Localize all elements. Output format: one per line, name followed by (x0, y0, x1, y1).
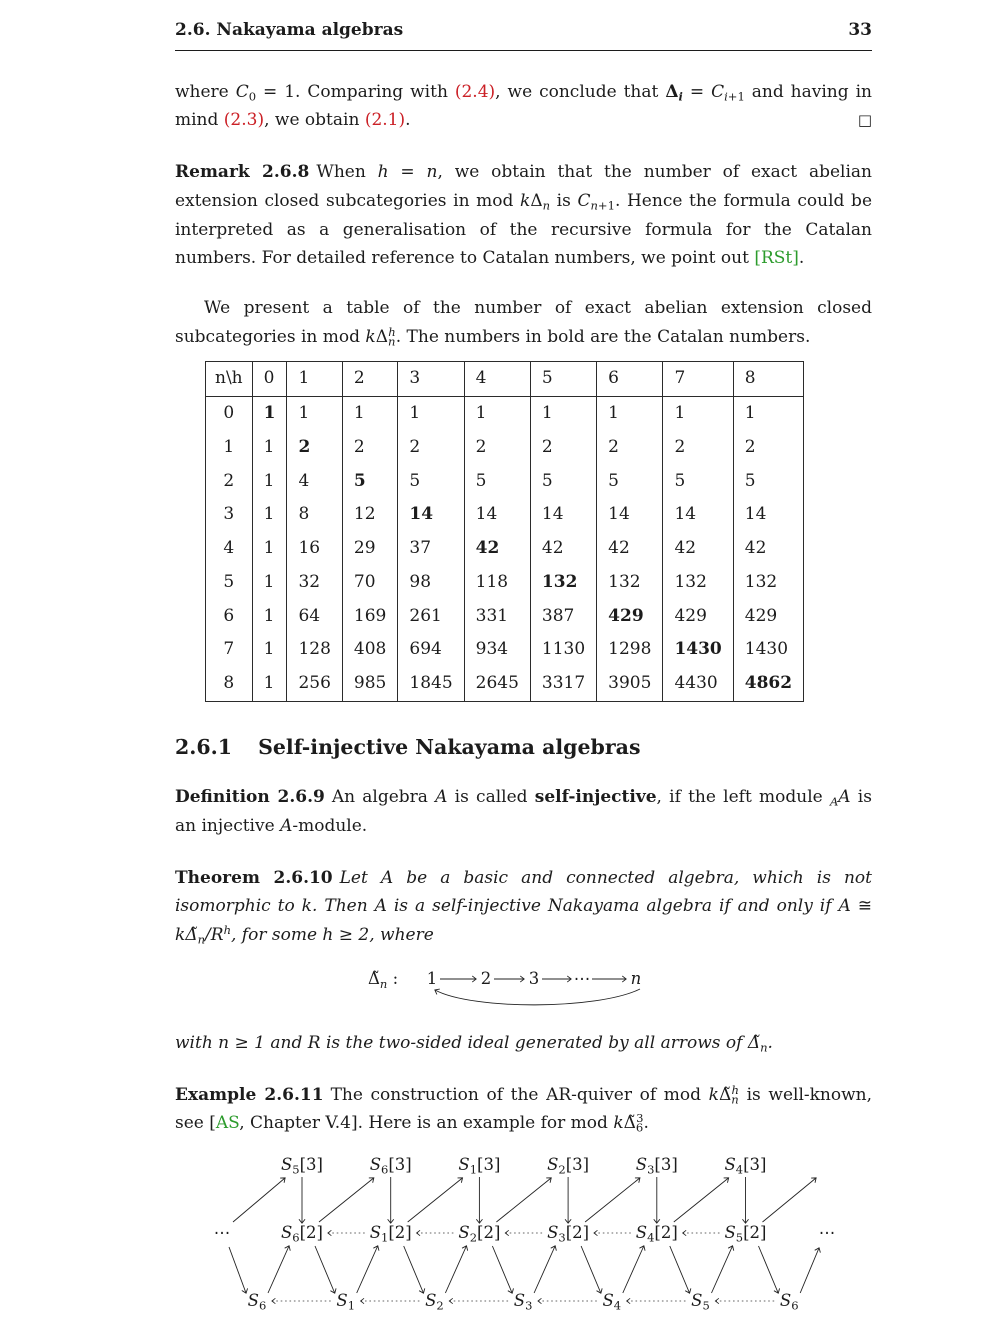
quiver-node-top: $S_6[3]$ (369, 1155, 412, 1177)
quiver-arrow (800, 1248, 819, 1293)
citation-link[interactable]: [RSt] (754, 248, 799, 269)
quiver-arrow (408, 1178, 463, 1222)
catalan-cell: 132 (530, 566, 596, 600)
quiver-node-mid: $S_6[2]$ (280, 1223, 324, 1245)
catalan-cell: 14 (398, 498, 464, 532)
value-cell: 37 (398, 532, 464, 566)
remark-text: When h = n, we obtain that the number of exact abelian extension closed subcategories in mod $k\Delta_n$ is $C_{n+1}$. Hence the formula could be interpreted as a generalisation of the recursive formula for the Catalan numbers. For detailed reference to Catalan numbers, we point out [RSt]. (175, 162, 873, 269)
quiver-node-bottom: $S_5$ (691, 1291, 710, 1313)
value-cell: 3905 (597, 667, 663, 701)
value-cell: 1 (252, 566, 287, 600)
page-header (175, 16, 872, 51)
ellipsis-right: ⋯ (818, 1223, 836, 1243)
paragraph-text: where $C_0 = 1$. Comparing with (2.4), we conclude that $\Delta_i = C_{i+1}$ and having in mind (2.3), we obtain (2.1). (175, 81, 872, 131)
table-row (206, 431, 804, 465)
catalan-cell: 429 (597, 600, 663, 634)
table-header-row (206, 362, 804, 397)
value-cell: 1 (342, 397, 397, 431)
value-cell: 1 (398, 397, 464, 431)
value-cell: 408 (342, 633, 397, 667)
col-header: n\h (206, 362, 253, 397)
subsection-title: Self-injective Nakayama algebras (258, 734, 641, 759)
value-cell: 256 (287, 667, 342, 701)
table-intro-paragraph (175, 294, 872, 351)
quiver-node-mid: $S_3[2]$ (547, 1223, 590, 1245)
value-cell: 1 (464, 397, 530, 431)
quiver-arrow (763, 1178, 817, 1222)
value-cell: 32 (287, 566, 342, 600)
equation-ref-link[interactable]: (2.4) (454, 81, 496, 102)
definition-label: Definition 2.6.9 (175, 787, 325, 808)
value-cell: 1430 (733, 633, 803, 667)
table-row (206, 600, 804, 634)
value-cell: 2 (733, 431, 803, 465)
quiver-arrow (674, 1178, 729, 1222)
table-row (206, 465, 804, 499)
quiver-node-top: $S_2[3]$ (547, 1155, 590, 1177)
value-cell: 1 (252, 667, 287, 701)
value-cell: 16 (287, 532, 342, 566)
quiver-node-mid: $S_1[2]$ (369, 1223, 412, 1245)
quiver-node-bottom: $S_1$ (336, 1291, 356, 1313)
col-header: 6 (597, 362, 663, 397)
proof-conclusion-paragraph (175, 78, 872, 135)
quiver-node-top: $S_3[3]$ (635, 1155, 678, 1177)
subsection-heading (175, 734, 872, 761)
row-header-cell: 7 (206, 633, 253, 667)
value-cell: 14 (530, 498, 596, 532)
value-cell: 1 (252, 465, 287, 499)
equation-ref-link[interactable]: (2.3) (223, 110, 265, 131)
col-header: 1 (287, 362, 342, 397)
value-cell: 2 (464, 431, 530, 465)
remark-label: Remark 2.6.8 (175, 162, 310, 183)
value-cell: 2 (398, 431, 464, 465)
cyclic-quiver-svg (354, 962, 694, 1020)
value-cell: 12 (342, 498, 397, 532)
citation-link[interactable]: AS (215, 1113, 240, 1134)
quiver-arrow (229, 1247, 246, 1293)
value-cell: 1 (252, 600, 287, 634)
value-cell: 5 (663, 465, 733, 499)
cycle-node: 1 (426, 968, 437, 988)
quiver-node-bottom: $S_3$ (513, 1291, 533, 1313)
value-cell: 261 (398, 600, 464, 634)
remark-paragraph (175, 158, 872, 273)
value-cell: 14 (464, 498, 530, 532)
cycle-node: 3 (528, 968, 539, 988)
qed-symbol: □ (857, 111, 872, 130)
value-cell: 2 (530, 431, 596, 465)
value-cell: 694 (398, 633, 464, 667)
value-cell: 429 (663, 600, 733, 634)
ellipsis-left: ⋯ (213, 1223, 231, 1243)
example-paragraph (175, 1081, 872, 1138)
value-cell: 14 (663, 498, 733, 532)
subsection-number: 2.6.1 (175, 734, 233, 759)
value-cell: 429 (733, 600, 803, 634)
value-cell: 5 (398, 465, 464, 499)
col-header: 8 (733, 362, 803, 397)
catalan-cell: 5 (342, 465, 397, 499)
value-cell: 331 (464, 600, 530, 634)
value-cell: 5 (733, 465, 803, 499)
quiver-arrow (759, 1246, 779, 1293)
value-cell: 98 (398, 566, 464, 600)
quiver-arrow (581, 1246, 601, 1293)
value-cell: 985 (342, 667, 397, 701)
value-cell: 118 (464, 566, 530, 600)
value-cell: 169 (342, 600, 397, 634)
quiver-arrow (445, 1246, 466, 1293)
row-header-cell: 3 (206, 498, 253, 532)
theorem-text: Let A be a basic and connected algebra, which is not isomorphic to k. Then A is a self-injective Nakayama algebra if and only if A ≅ $k\Deltã_n/R^h$, for some h ≥ 2, where (175, 867, 872, 947)
value-cell: 1 (597, 397, 663, 431)
cycle-prefix: $\Deltã_n$ : (367, 968, 398, 991)
value-cell: 3317 (530, 667, 596, 701)
value-cell: 128 (287, 633, 342, 667)
quiver-node-mid: $S_4[2]$ (635, 1223, 678, 1245)
quiver-arrow (496, 1178, 551, 1222)
cycle-node: n (630, 968, 641, 988)
catalan-cell: 42 (464, 532, 530, 566)
value-cell: 2 (342, 431, 397, 465)
value-cell: 42 (663, 532, 733, 566)
value-cell: 4430 (663, 667, 733, 701)
value-cell: 5 (464, 465, 530, 499)
quiver-node-bottom: $S_4$ (602, 1291, 622, 1313)
row-header-cell: 0 (206, 397, 253, 431)
example-text: The construction of the AR-quiver of mod $k\Deltã_n^h$ is well-known, see [AS, Chapter V.4]. Here is an example for mod $k\Deltã_6^3$. (175, 1082, 873, 1136)
cycle-return-arrow (435, 989, 640, 1005)
col-header: 2 (342, 362, 397, 397)
value-cell: 132 (663, 566, 733, 600)
quiver-node-mid: $S_2[2]$ (458, 1223, 501, 1245)
paragraph-text: We present a table of the number of exact abelian extension closed subcategories in mod $k\Delta_n^h$. The numbers in bold are the Catalan numbers. (175, 298, 872, 349)
value-cell: 4 (287, 465, 342, 499)
value-cell: 387 (530, 600, 596, 634)
value-cell: 70 (342, 566, 397, 600)
catalan-cell: 4862 (733, 667, 803, 701)
running-section-title: 2.6. Nakayama algebras (175, 20, 404, 40)
value-cell: 132 (597, 566, 663, 600)
quiver-arrow (623, 1246, 644, 1293)
col-header: 4 (464, 362, 530, 397)
theorem-label: Theorem 2.6.10 (175, 867, 333, 888)
row-header-cell: 8 (206, 667, 253, 701)
row-header-cell: 2 (206, 465, 253, 499)
quiver-node-mid: $S_5[2]$ (724, 1223, 767, 1245)
row-header-cell: 1 (206, 431, 253, 465)
value-cell: 5 (597, 465, 663, 499)
table-row (206, 532, 804, 566)
definition-text: An algebra A is called self-injective, if the left module $_A$A is an injective A-module. (175, 787, 872, 837)
value-cell: 1 (252, 532, 287, 566)
quiver-arrow (268, 1246, 289, 1293)
col-header: 3 (398, 362, 464, 397)
value-cell: 1 (287, 397, 342, 431)
row-header-cell: 5 (206, 566, 253, 600)
cycle-node: ⋯ (573, 968, 590, 988)
example-label: Example 2.6.11 (175, 1084, 324, 1105)
value-cell: 132 (733, 566, 803, 600)
quiver-arrow (315, 1246, 335, 1293)
col-header: 7 (663, 362, 733, 397)
quiver-node-bottom: $S_6$ (779, 1291, 799, 1313)
value-cell: 1 (252, 431, 287, 465)
value-cell: 2645 (464, 667, 530, 701)
quiver-arrow (534, 1246, 555, 1293)
table-row (206, 566, 804, 600)
value-cell: 1 (733, 397, 803, 431)
value-cell: 2 (663, 431, 733, 465)
value-cell: 1 (252, 498, 287, 532)
table-row (206, 633, 804, 667)
value-cell: 42 (733, 532, 803, 566)
value-cell: 8 (287, 498, 342, 532)
value-cell: 5 (530, 465, 596, 499)
value-cell: 14 (733, 498, 803, 532)
col-header: 5 (530, 362, 596, 397)
value-cell: 1 (530, 397, 596, 431)
catalan-cell: 1 (252, 397, 287, 431)
quiver-node-top: $S_5[3]$ (280, 1155, 324, 1177)
row-header-cell: 4 (206, 532, 253, 566)
ar-quiver-svg (175, 1152, 875, 1328)
value-cell: 1845 (398, 667, 464, 701)
equation-ref-link[interactable]: (2.1) (364, 110, 406, 131)
catalan-table (205, 361, 804, 701)
quiver-arrow (492, 1246, 512, 1293)
catalan-cell: 1430 (663, 633, 733, 667)
row-header-cell: 6 (206, 600, 253, 634)
quiver-arrow (357, 1246, 378, 1293)
table-row (206, 397, 804, 431)
value-cell: 42 (530, 532, 596, 566)
quiver-node-top: $S_1[3]$ (458, 1155, 501, 1177)
catalan-cell: 2 (287, 431, 342, 465)
theorem-paragraph (175, 864, 872, 950)
quiver-arrow (233, 1178, 285, 1222)
value-cell: 14 (597, 498, 663, 532)
value-cell: 2 (597, 431, 663, 465)
table-row (206, 667, 804, 701)
quiver-arrow (404, 1246, 424, 1293)
value-cell: 1130 (530, 633, 596, 667)
value-cell: 1 (252, 633, 287, 667)
quiver-arrow (670, 1246, 690, 1293)
quiver-node-bottom: $S_2$ (425, 1291, 444, 1313)
table-row (206, 498, 804, 532)
value-cell: 1298 (597, 633, 663, 667)
col-header: 0 (252, 362, 287, 397)
value-cell: 42 (597, 532, 663, 566)
value-cell: 29 (342, 532, 397, 566)
quiver-node-bottom: $S_6$ (247, 1291, 267, 1313)
cycle-node: 2 (480, 968, 491, 988)
theorem-continuation: with n ≥ 1 and R is the two-sided ideal generated by all arrows of $\Deltã_n$. (175, 1032, 773, 1055)
quiver-arrow (319, 1178, 374, 1222)
quiver-arrow (712, 1246, 733, 1293)
value-cell: 934 (464, 633, 530, 667)
value-cell: 1 (663, 397, 733, 431)
quiver-node-top: $S_4[3]$ (724, 1155, 767, 1177)
page-number: 33 (848, 20, 872, 40)
definition-paragraph (175, 783, 872, 840)
quiver-arrow (585, 1178, 640, 1222)
value-cell: 64 (287, 600, 342, 634)
